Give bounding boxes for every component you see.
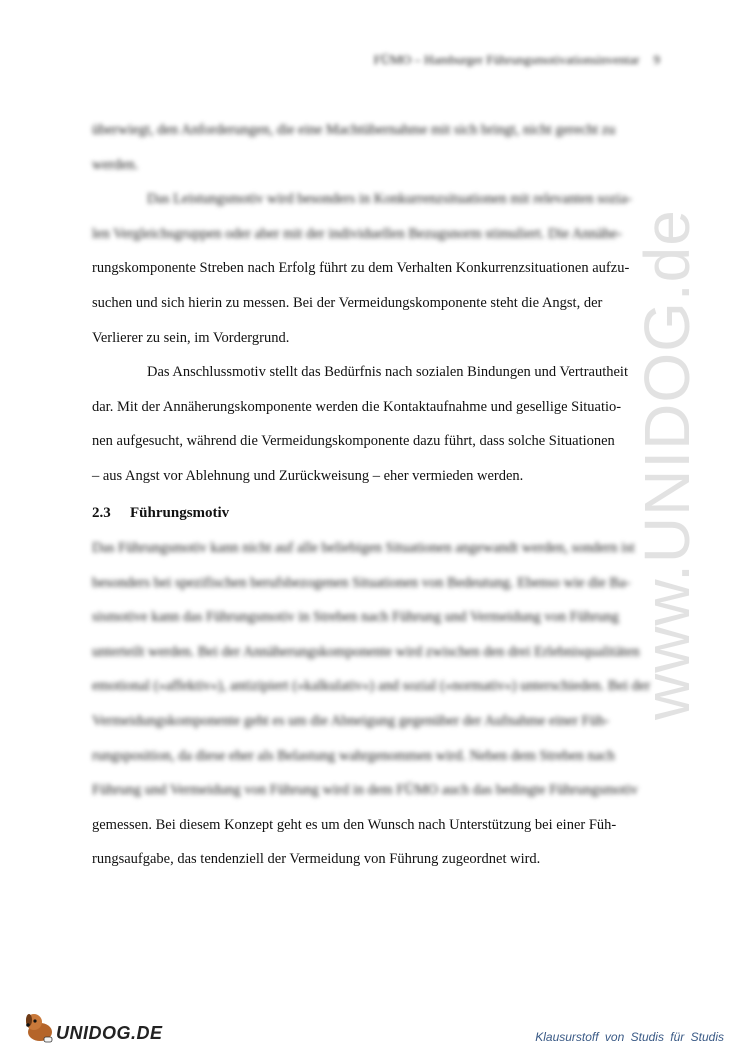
logo-text: UNIDOG.DE xyxy=(56,1023,163,1043)
text-line: rungskomponente Streben nach Erfolg führt zu dem Verhalten Konkurrenzsituationen aufzu- xyxy=(92,260,630,277)
text-line: sismotive kann das Führungsmotiv in Streben nach Führung und Vermeidung von Führung xyxy=(92,609,619,626)
running-header xyxy=(374,52,660,68)
text-line: Führung und Vermeidung von Führung wird in dem FÜMO auch das bedingte Führungsmotiv xyxy=(92,782,638,799)
text-line: len Vergleichsgruppen oder aber mit der individuellen Bezugsnorm stimuliert. Die Annähe- xyxy=(92,225,622,242)
section-heading xyxy=(92,505,229,522)
page-number: 9 xyxy=(653,52,660,67)
text-line: suchen und sich hierin zu messen. Bei der Vermeidungskomponente steht die Angst, der xyxy=(92,294,603,311)
text-line: dar. Mit der Annäherungskomponente werden die Kontaktaufnahme und gesellige Situatio- xyxy=(92,398,622,415)
text-line: emotional (»affektiv«), antizipiert (»kalkulativ«) and sozial (»normativ«) unterschieden. Bei der xyxy=(92,678,651,695)
footer-tagline: Klausurstoff von Studis für Studis xyxy=(535,1030,724,1044)
section-number: 2.3 xyxy=(92,505,111,521)
text-line: gemessen. Bei diesem Konzept geht es um den Wunsch nach Unterstützung bei einer Füh- xyxy=(92,816,617,833)
text-line: unterteilt werden. Bei der Annäherungskomponente wird zwischen den drei Erlebnisqualitäten xyxy=(92,643,640,660)
header-title: FÜMO – Hamburger Führungsmotivationsinventar xyxy=(373,52,640,67)
text-line: werden. xyxy=(92,156,139,173)
watermark: www.UNIDOG.de xyxy=(631,209,703,720)
text-line: Das Anschlussmotiv stellt das Bedürfnis nach sozialen Bindungen und Vertrautheit xyxy=(147,364,628,381)
section-title: Führungsmotiv xyxy=(130,505,230,521)
text-line: rungsaufgabe, das tendenziell der Vermeidung von Führung zugeordnet wird. xyxy=(92,851,541,868)
text-line: Das Leistungsmotiv wird besonders in Konkurrenzsituationen mit relevanten sozia- xyxy=(147,191,632,208)
text-line: nen aufgesucht, während die Vermeidungskomponente dazu führt, dass solche Situationen xyxy=(92,433,615,450)
dog-icon xyxy=(22,1010,58,1046)
body-text-bottom xyxy=(92,531,657,877)
text-line: überwiegt, den Anforderungen, die eine Machtübernahme mit sich bringt, nicht gerecht zu xyxy=(92,122,616,138)
text-line: Das Führungsmotiv kann nicht auf alle beliebigen Situationen angewandt werden, sondern ist xyxy=(92,540,635,556)
text-line: – aus Angst vor Ablehnung und Zurückweisung – eher vermieden werden. xyxy=(92,467,524,484)
text-line: rungsposition, da diese eher als Belastung wahrgenommen wird. Neben dem Streben nach xyxy=(92,747,615,764)
text-line: Vermeidungskomponente geht es um die Abneigung gegenüber der Aufnahme einer Füh- xyxy=(92,712,610,729)
text-line: Verlierer zu sein, im Vordergrund. xyxy=(92,329,290,346)
text-line: besonders bei spezifischen berufsbezogenen Situationen von Bedeutung. Ebenso wie die Ba- xyxy=(92,574,631,591)
body-text-top xyxy=(92,113,657,494)
